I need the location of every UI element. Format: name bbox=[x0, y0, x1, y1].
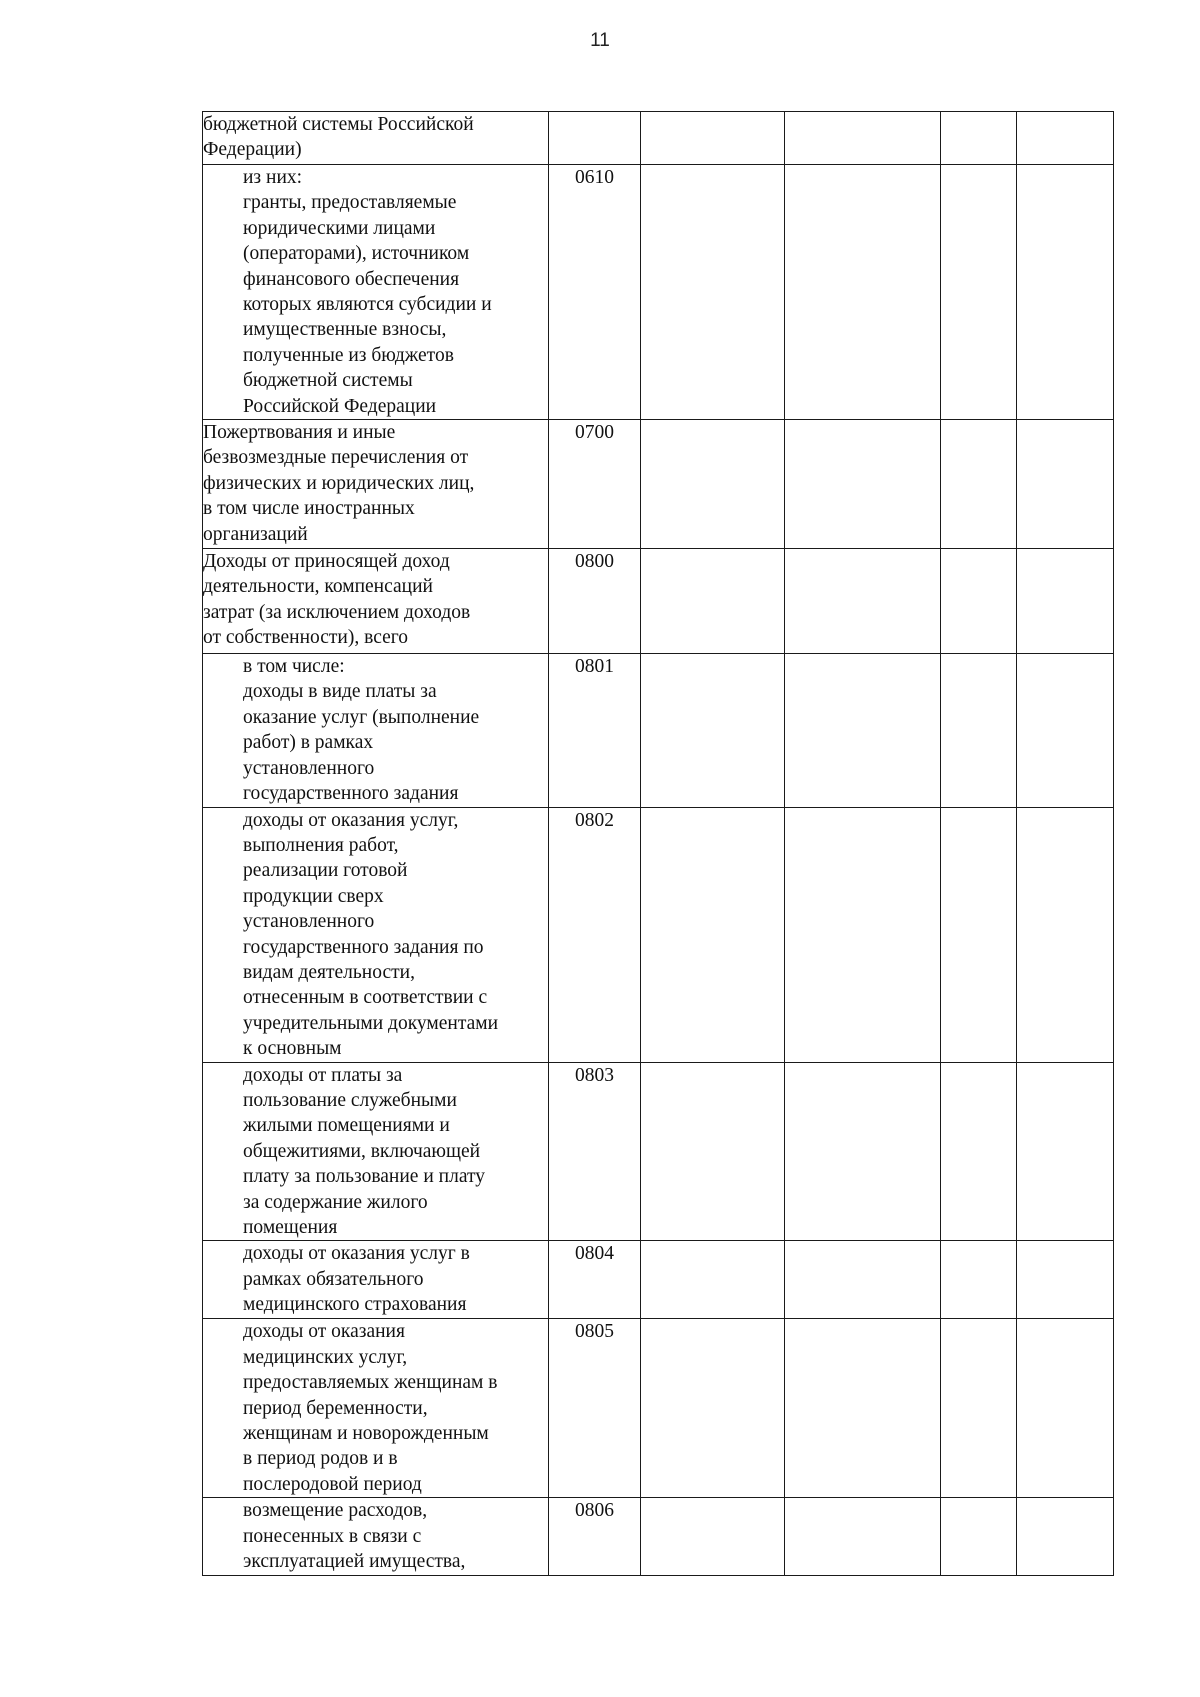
empty-value-cell bbox=[941, 165, 1017, 420]
table-row bbox=[203, 112, 1114, 165]
empty-value-cell bbox=[785, 112, 941, 165]
row-label-cell bbox=[203, 1062, 549, 1241]
empty-value-cell bbox=[941, 654, 1017, 807]
form-table-body bbox=[203, 112, 1114, 1576]
table-row bbox=[203, 807, 1114, 1062]
row-code: 0800 bbox=[549, 549, 641, 654]
row-label-cell bbox=[203, 420, 549, 549]
empty-value-cell bbox=[941, 1498, 1017, 1575]
empty-value-cell bbox=[641, 1498, 785, 1575]
empty-value-cell bbox=[1017, 1062, 1114, 1241]
row-code: 0801 bbox=[549, 654, 641, 807]
empty-value-cell bbox=[1017, 420, 1114, 549]
empty-value-cell bbox=[941, 549, 1017, 654]
table-row bbox=[203, 1241, 1114, 1319]
empty-value-cell bbox=[785, 165, 941, 420]
table-row bbox=[203, 165, 1114, 420]
row-label: Доходы от приносящей доход деятельности, компенсаций затрат (за исключением доходов от собственности), всего bbox=[203, 551, 471, 649]
table-row bbox=[203, 1319, 1114, 1498]
empty-value-cell bbox=[641, 1241, 785, 1319]
table-row bbox=[203, 1062, 1114, 1241]
row-label: возмещение расходов, понесенных в связи с эксплуатацией имущества, bbox=[243, 1500, 466, 1573]
empty-value-cell bbox=[941, 420, 1017, 549]
empty-value-cell bbox=[1017, 654, 1114, 807]
empty-value-cell bbox=[1017, 112, 1114, 165]
row-code: 0804 bbox=[549, 1241, 641, 1319]
form-table bbox=[202, 111, 1114, 1576]
empty-value-cell bbox=[785, 549, 941, 654]
table-row bbox=[203, 654, 1114, 807]
row-label-cell bbox=[203, 807, 549, 1062]
empty-value-cell bbox=[941, 1062, 1017, 1241]
empty-value-cell bbox=[941, 1319, 1017, 1498]
empty-value-cell bbox=[641, 654, 785, 807]
row-code: 0806 bbox=[549, 1498, 641, 1575]
empty-value-cell bbox=[641, 807, 785, 1062]
empty-value-cell bbox=[941, 112, 1017, 165]
empty-value-cell bbox=[641, 420, 785, 549]
row-label-cell bbox=[203, 112, 549, 165]
row-code: 0805 bbox=[549, 1319, 641, 1498]
empty-value-cell bbox=[941, 807, 1017, 1062]
empty-value-cell bbox=[1017, 549, 1114, 654]
row-label-cell bbox=[203, 165, 549, 420]
empty-value-cell bbox=[785, 1319, 941, 1498]
table-row bbox=[203, 1498, 1114, 1575]
row-label-cell bbox=[203, 1498, 549, 1575]
row-label-cell bbox=[203, 1319, 549, 1498]
row-label: доходы от платы за пользование служебными жилыми помещениями и общежитиями, включающей плату за пользование и плату за содержание жилого помещения bbox=[243, 1064, 485, 1238]
row-code bbox=[549, 112, 641, 165]
row-label: доходы от оказания медицинских услуг, предоставляемых женщинам в период беременности, женщинам и новорожденным в период родов и в послеродовой период bbox=[243, 1321, 498, 1495]
row-label: доходы от оказания услуг в рамках обязательного медицинского страхования bbox=[243, 1243, 470, 1316]
page-number: 11 bbox=[590, 30, 610, 51]
table-row bbox=[203, 420, 1114, 549]
row-label-cell bbox=[203, 654, 549, 807]
empty-value-cell bbox=[785, 420, 941, 549]
empty-value-cell bbox=[941, 1241, 1017, 1319]
empty-value-cell bbox=[785, 807, 941, 1062]
row-label: доходы от оказания услуг, выполнения работ, реализации готовой продукции сверх установленного государственного задания по видам деятельности, отнесенным в соответствии с учредительными документами к основным bbox=[243, 809, 499, 1060]
empty-value-cell bbox=[785, 1498, 941, 1575]
empty-value-cell bbox=[1017, 165, 1114, 420]
row-label: Пожертвования и иные безвозмездные перечисления от физических и юридических лиц, в том числе иностранных организаций bbox=[203, 422, 475, 545]
row-label: бюджетной системы Российской Федерации) bbox=[203, 114, 474, 161]
empty-value-cell bbox=[641, 165, 785, 420]
row-label-cell bbox=[203, 549, 549, 654]
empty-value-cell bbox=[785, 1062, 941, 1241]
empty-value-cell bbox=[1017, 807, 1114, 1062]
empty-value-cell bbox=[641, 1062, 785, 1241]
empty-value-cell bbox=[785, 1241, 941, 1319]
row-label-cell bbox=[203, 1241, 549, 1319]
row-code: 0610 bbox=[549, 165, 641, 420]
empty-value-cell bbox=[1017, 1498, 1114, 1575]
row-code: 0802 bbox=[549, 807, 641, 1062]
row-code: 0803 bbox=[549, 1062, 641, 1241]
table-row bbox=[203, 549, 1114, 654]
row-label: в том числе: доходы в виде платы за оказание услуг (выполнение работ) в рамках установленного государственного задания bbox=[243, 656, 480, 805]
row-code: 0700 bbox=[549, 420, 641, 549]
empty-value-cell bbox=[1017, 1241, 1114, 1319]
empty-value-cell bbox=[785, 654, 941, 807]
empty-value-cell bbox=[641, 1319, 785, 1498]
row-label: из них: гранты, предоставляемые юридическими лицами (операторами), источником финансового обеспечения которых являются субсидии и имущественные взносы, полученные из бюджетов бюджетной системы Российской Федерации bbox=[243, 167, 492, 417]
empty-value-cell bbox=[641, 112, 785, 165]
empty-value-cell bbox=[641, 549, 785, 654]
empty-value-cell bbox=[1017, 1319, 1114, 1498]
